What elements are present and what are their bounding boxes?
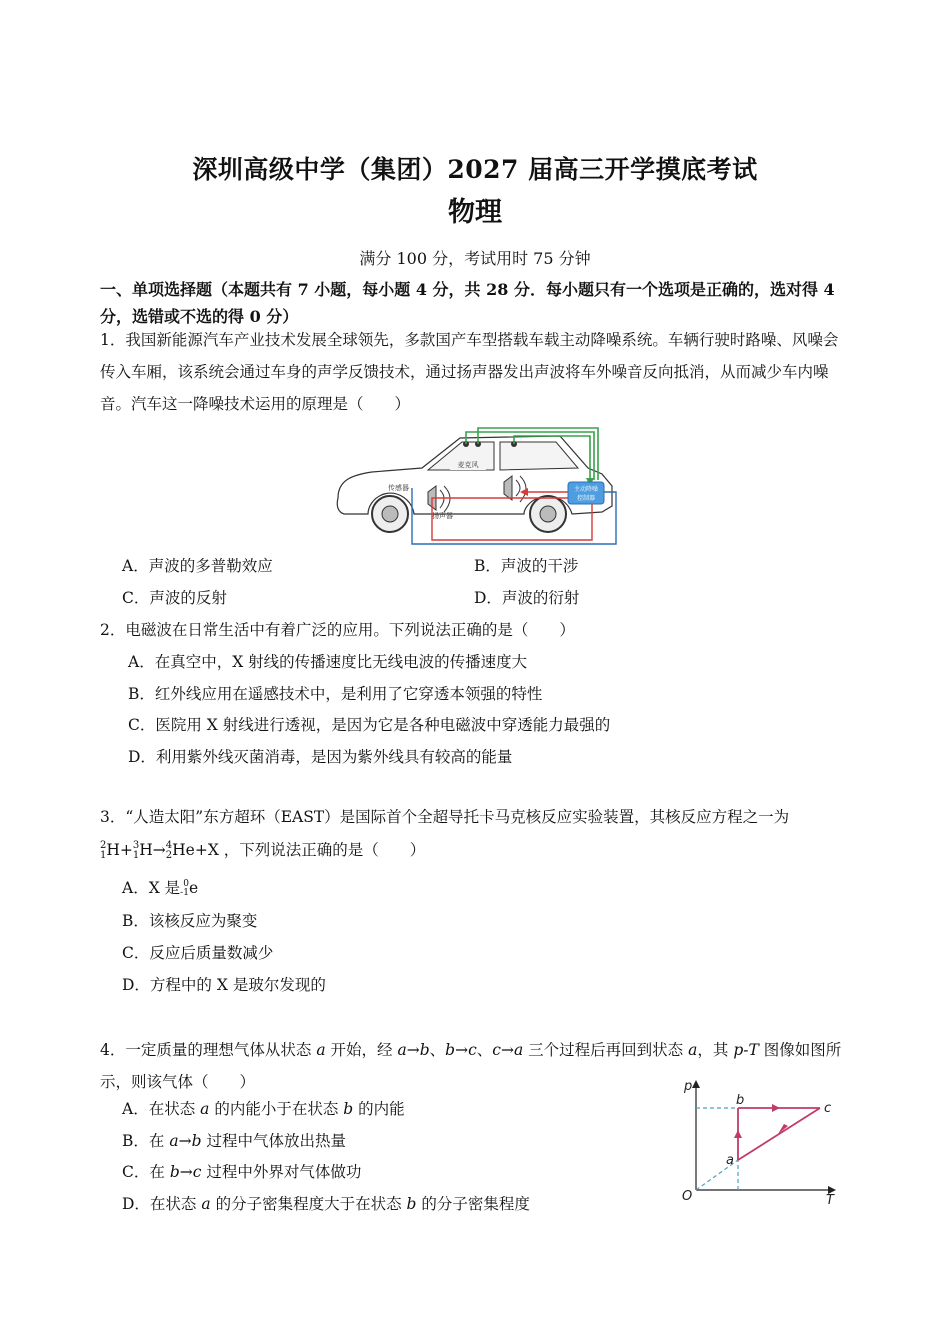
q3-option-c[interactable]: C．反应后质量数减少	[122, 944, 274, 962]
axis-label-T: T	[826, 1193, 834, 1208]
q3-option-d[interactable]: D．方程中的 X 是玻尔发现的	[122, 976, 326, 994]
point-c-label: c	[824, 1101, 832, 1116]
q2-option-c[interactable]: C．医院用 X 射线进行透视，是因为它是各种电磁波中穿透能力最强的	[128, 716, 611, 734]
q3-option-b[interactable]: B．该核反应为聚变	[122, 912, 258, 930]
p-T-graph	[680, 1076, 840, 1210]
question-1-stem: 1．我国新能源汽车产业技术发展全球领先，多款国产车型搭载车载主动降噪系统。车辆行驶时路噪、风噪会传入车厢，该系统会通过车身的声学反馈技术，通过扬声器发出声波将车外噪音反向抵消，从而减少车内噪音。汽车这一降噪技术运用的原理是（ ）	[100, 331, 839, 413]
point-b-label: b	[736, 1093, 745, 1108]
car-noise-diagram	[332, 420, 624, 550]
axis-label-p: p	[684, 1079, 693, 1094]
svg-text:控制器: 控制器	[576, 495, 596, 502]
label-mic: 麦克风	[457, 461, 479, 469]
q4-option-b[interactable]: B．在 a→b 过程中气体放出热量	[122, 1132, 346, 1150]
svg-text:主动降噪: 主动降噪	[573, 486, 599, 493]
q4-option-c[interactable]: C．在 b→c 过程中外界对气体做功	[122, 1163, 362, 1181]
q4-option-a[interactable]: A．在状态 a 的内能小于在状态 b 的内能	[122, 1100, 405, 1118]
q1-option-d[interactable]: D．声波的衍射	[474, 589, 580, 607]
question-2-stem: 2．电磁波在日常生活中有着广泛的应用。下列说法正确的是（ ）	[100, 621, 575, 639]
q2-option-b[interactable]: B．红外线应用在遥感技术中，是利用了它穿透本领强的特性	[128, 685, 543, 703]
exam-title: 深圳高级中学（集团）2027 届高三开学摸底考试	[192, 155, 758, 184]
q1-option-a[interactable]: A．声波的多普勒效应	[122, 557, 273, 575]
origin-label: O	[682, 1189, 693, 1204]
q2-option-a[interactable]: A．在真空中，X 射线的传播速度比无线电波的传播速度大	[128, 653, 528, 671]
question-4-stem: 4．一定质量的理想气体从状态 a 开始，经 a→b、b→c、c→a 三个过程后再回到状态 a，其 p-T 图像如图所示，则该气体（ ）	[100, 1041, 842, 1091]
nuclear-equation: 2 1H+3 1H→4 2He+X	[100, 840, 224, 861]
q1-option-c[interactable]: C．声波的反射	[122, 589, 227, 607]
process-c-a	[738, 1108, 820, 1160]
section-heading: 一、单项选择题（本题共有 7 小题，每小题 4 分，共 28 分．每小题只有一个选项是正确的，选对得 4 分，选错或不选的得 0 分）	[100, 280, 835, 326]
q1-option-b[interactable]: B．声波的干涉	[474, 557, 579, 575]
subject-title: 物理	[448, 197, 502, 228]
point-a-label: a	[726, 1153, 734, 1168]
q4-option-d[interactable]: D．在状态 a 的分子密集程度大于在状态 b 的分子密集程度	[122, 1195, 530, 1213]
question-3-stem: 3．“人造太阳”东方超环（EAST）是国际首个全超导托卡马克核反应实验装置，其核反应方程之一为	[100, 808, 790, 826]
label-sensor: 传感器	[388, 484, 409, 492]
q3-equation-line	[100, 839, 425, 861]
label-speaker: 扬声器	[432, 512, 453, 520]
q2-option-d[interactable]: D．利用紫外线灭菌消毒，是因为紫外线具有较高的能量	[128, 748, 513, 766]
q3-equation-tail: ，下列说法正确的是（ ）	[223, 841, 426, 859]
q3-option-a[interactable]: A．X 是 0 -1e	[122, 879, 199, 898]
exam-meta: 满分 100 分，考试用时 75 分钟	[359, 249, 591, 268]
